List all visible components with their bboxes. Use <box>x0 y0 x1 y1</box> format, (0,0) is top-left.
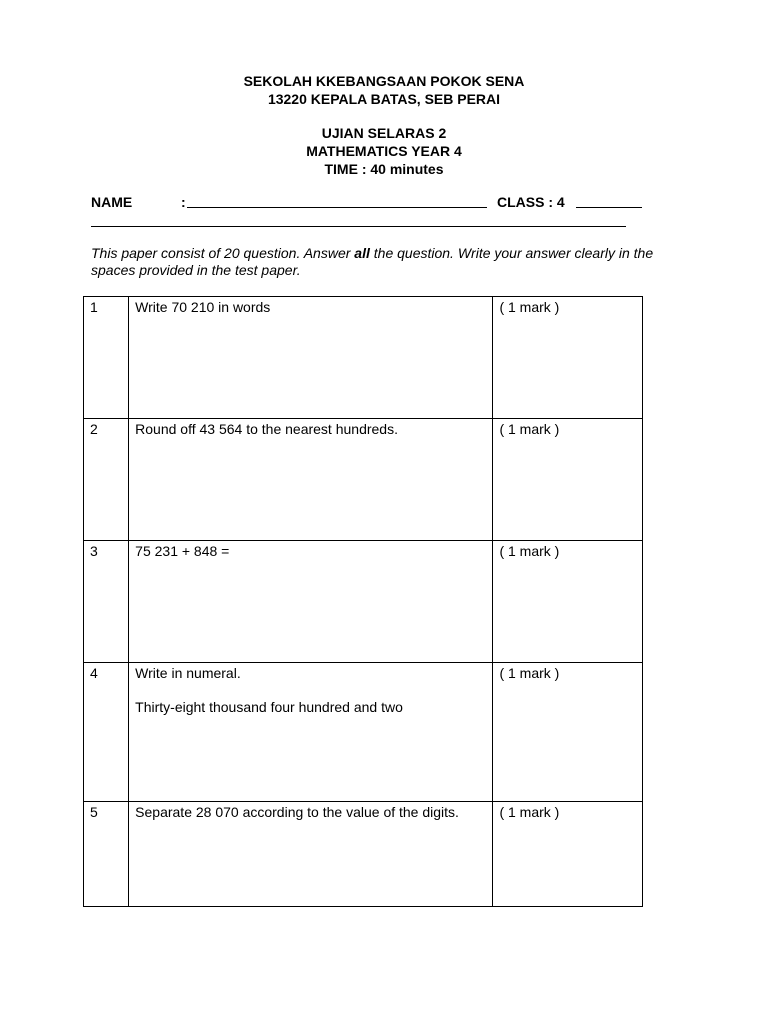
question-text: Separate 28 070 according to the value of the digits. <box>135 804 459 820</box>
question-row <box>84 802 643 907</box>
question-text-cell[interactable] <box>129 419 493 541</box>
exam-time: TIME : 40 minutes <box>324 161 444 177</box>
question-text-cell[interactable] <box>129 297 493 419</box>
subject-title: MATHEMATICS YEAR 4 <box>306 143 462 159</box>
class-blank-line[interactable] <box>576 207 642 208</box>
instructions-text-start: This paper consist of 20 question. Answer <box>91 245 355 261</box>
question-number: 3 <box>84 541 129 663</box>
question-mark: ( 1 mark ) <box>493 541 643 663</box>
instructions-emphasis: all <box>354 245 370 261</box>
question-number: 4 <box>84 663 129 802</box>
questions-table <box>83 296 643 907</box>
question-row <box>84 663 643 802</box>
question-number: 2 <box>84 419 129 541</box>
school-address: 13220 KEPALA BATAS, SEB PERAI <box>267 91 501 107</box>
instructions <box>91 245 691 279</box>
question-text-cell[interactable] <box>129 663 493 802</box>
question-extra-text: Thirty-eight thousand four hundred and two <box>135 699 403 715</box>
class-label: CLASS : 4 <box>497 194 565 210</box>
question-row <box>84 419 643 541</box>
name-blank-line[interactable] <box>187 207 487 208</box>
name-continuation-line[interactable] <box>91 226 626 227</box>
question-mark: ( 1 mark ) <box>493 663 643 802</box>
question-text-cell[interactable] <box>129 541 493 663</box>
name-label: NAME <box>91 194 133 210</box>
question-text: Round off 43 564 to the nearest hundreds. <box>135 421 398 437</box>
question-mark: ( 1 mark ) <box>493 297 643 419</box>
exam-header <box>0 124 768 178</box>
school-name: SEKOLAH KKEBANGSAAN POKOK SENA <box>243 73 525 89</box>
question-mark: ( 1 mark ) <box>493 419 643 541</box>
question-number: 1 <box>84 297 129 419</box>
question-mark: ( 1 mark ) <box>493 802 643 907</box>
question-text: Write in numeral. <box>135 665 241 681</box>
question-text: 75 231 + 848 = <box>135 543 230 559</box>
school-header <box>0 72 768 108</box>
question-row <box>84 541 643 663</box>
exam-title: UJIAN SELARAS 2 <box>321 125 447 141</box>
name-colon: : <box>181 194 186 210</box>
instructions-text-end: the question. Write your answer clearly in the spaces provided in the test paper. <box>91 245 654 278</box>
question-text-cell[interactable] <box>129 802 493 907</box>
question-row <box>84 297 643 419</box>
question-number: 5 <box>84 802 129 907</box>
question-text: Write 70 210 in words <box>135 299 271 315</box>
